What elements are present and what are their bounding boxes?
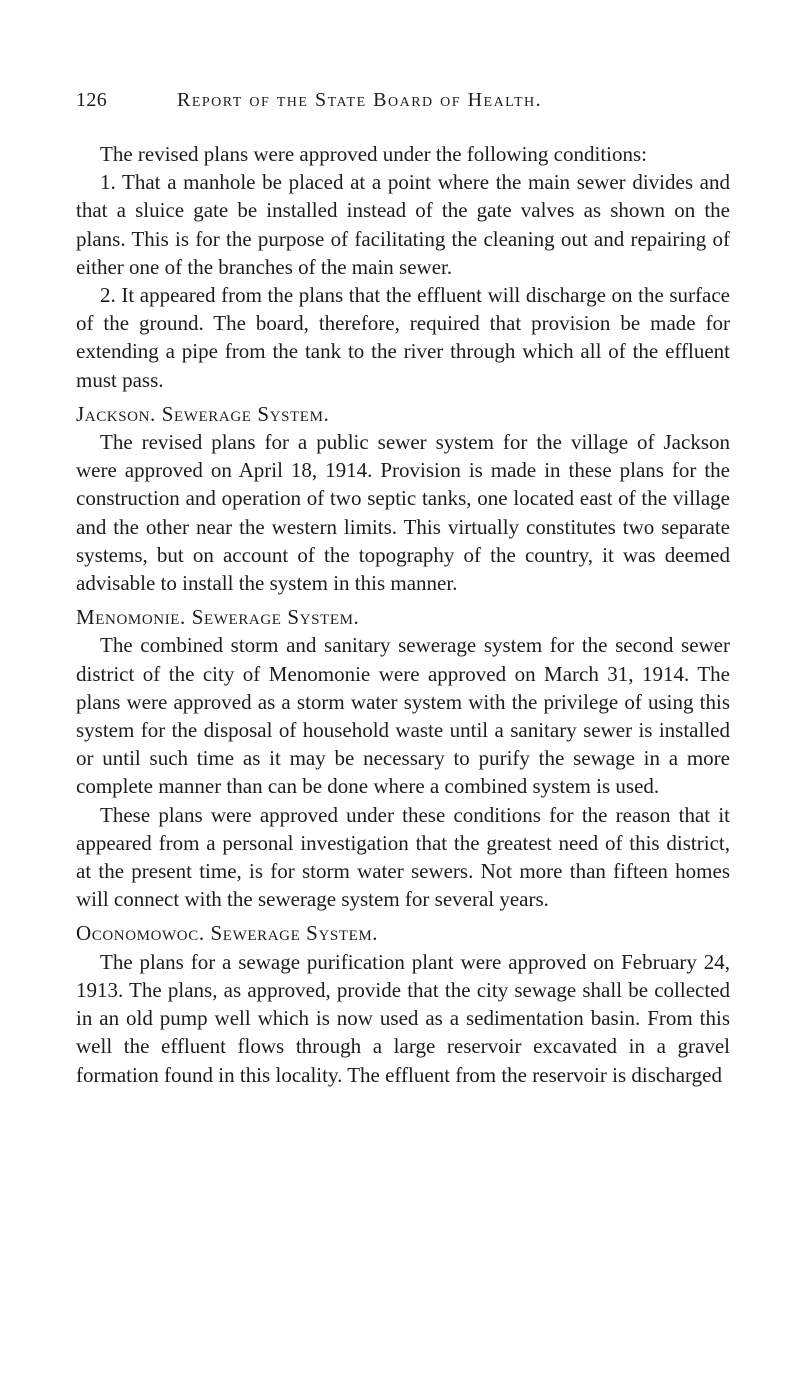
section-heading-jackson: Jackson. Sewerage System. — [76, 401, 330, 426]
paragraph-menomonie-1: The combined storm and sanitary sewerage system for the second sewer district of the city of Menomonie were approved on March 31, 1914. The plans were approved as a storm water system with the privilege of using this system for the disposal of household waste until a sanitary sewer is installed or until such time as it may be necessary to purify the sewage in a more complete manner than can be done where a combined system is used. — [76, 633, 730, 799]
paragraph-conditions-intro: The revised plans were approved under the following conditions: — [100, 142, 648, 166]
running-title: Report of the State Board of Health. — [177, 89, 543, 111]
paragraph-jackson: The revised plans for a public sewer system for the village of Jackson were approved on April 18, 1914. Provision is made in these plans for the construction and operation of two septic tanks, one located east of the village and the other near the western limits. This virtually constitutes two separate systems, but on account of the topography of the country, it was deemed advisable to install the system in this manner. — [76, 430, 730, 596]
section-heading-menomonie: Menomonie. Sewerage System. — [76, 605, 360, 630]
paragraph-condition-2: 2. It appeared from the plans that the effluent will discharge on the surface of the ground. The board, therefore, required that provision be made for extending a pipe from the tank to the river through which all of the effluent must pass. — [76, 283, 730, 392]
paragraph-menomonie-2: These plans were approved under these conditions for the reason that it appeared from a personal investigation that the greatest need of this district, at the present time, is for storm water sewers. Not more than fifteen homes will connect with the sewerage system for several years. — [76, 802, 730, 912]
paragraph-oconomowoc: The plans for a sewage purification plant were approved on February 24, 1913. The plans, as approved, provide that the city sewage shall be collected in an old pump well which is now used as a sedimentation basin. From this well the effluent flows through a large reservoir excavated in a gravel formation found in this locality. The effluent from the reservoir is discharged — [76, 949, 730, 1087]
section-heading-oconomowoc: Oconomowoc. Sewerage System. — [76, 921, 379, 946]
paragraph-condition-1: 1. That a manhole be placed at a point where the main sewer divides and that a sluice gate be installed instead of the gate valves as shown on the plans. This is for the purpose of facilitating the cleaning out and repairing of either one of the branches of the main sewer. — [76, 170, 730, 279]
page-body — [76, 140, 730, 1089]
page-number: 126 — [76, 89, 108, 111]
